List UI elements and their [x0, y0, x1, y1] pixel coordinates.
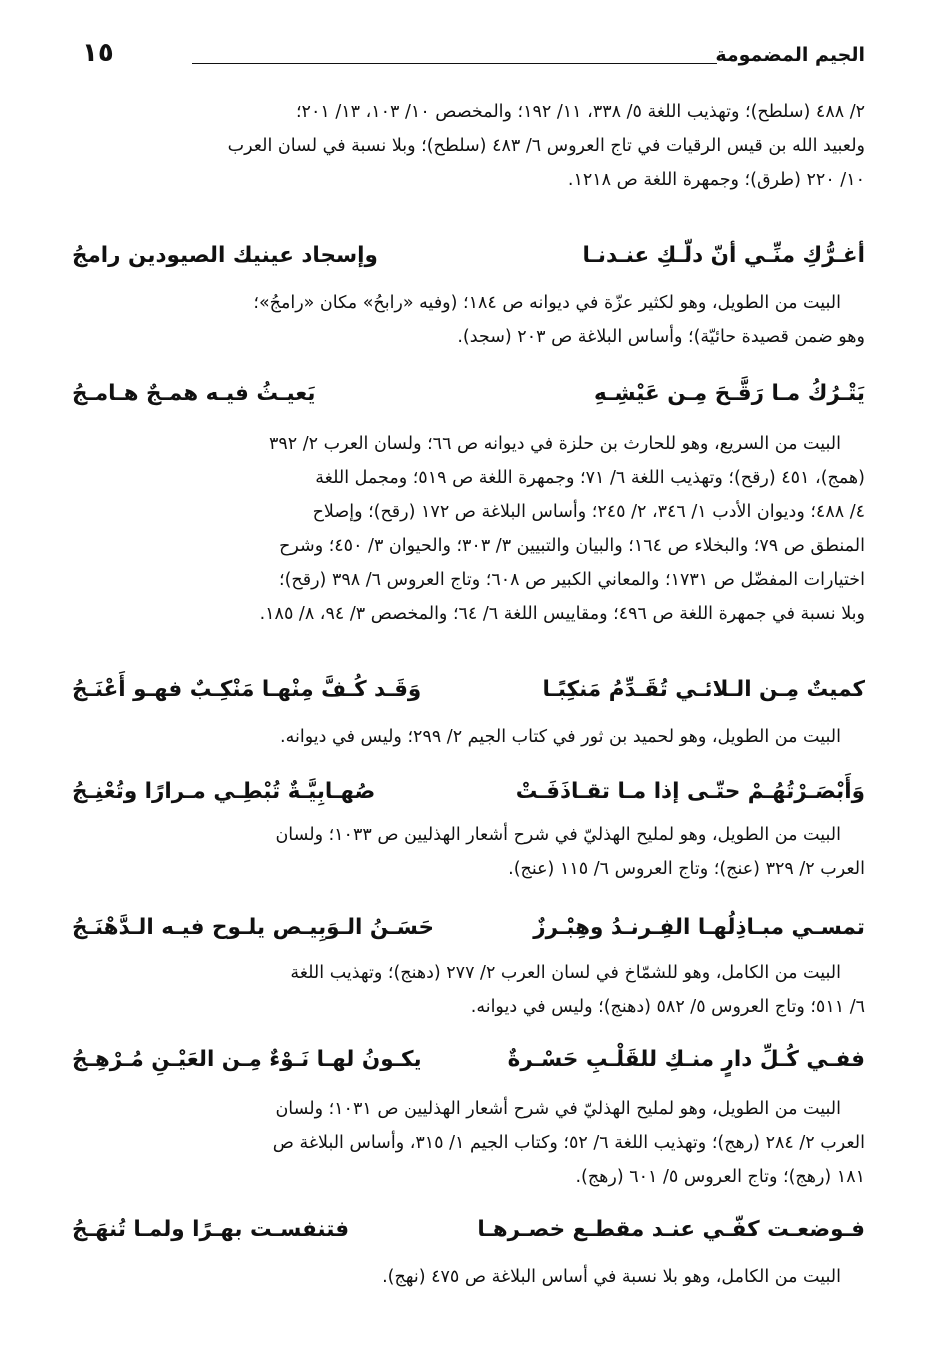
- note-line: العرب ٢/ ٢٨٤ (رهج)؛ وتهذيب اللغة ٦/ ٥٢؛ وكتاب الجيم ١/ ٣١٥، وأساس البلاغة ص: [272, 1133, 865, 1153]
- note-line: البيت من الكامل، وهو للشمّاخ في لسان العرب ٢/ ٢٧٧ (دهنج)؛ وتهذيب اللغة: [290, 963, 841, 983]
- note-line: البيت من الطويل، وهو لمليح الهذليّ في شرح أشعار الهذليين ص ١٠٣١؛ ولسان: [275, 1099, 841, 1119]
- verse-note: [72, 720, 865, 754]
- verse-note: [72, 427, 865, 631]
- verse-note: [72, 956, 865, 1024]
- intro-note: [72, 95, 865, 197]
- verse-line: [72, 1042, 865, 1078]
- note-line: البيت من السريع، وهو للحارث بن حلزة في ديوانه ص ٦٦؛ ولسان العرب ٢/ ٣٩٢: [268, 434, 841, 454]
- verse-line: [72, 672, 865, 708]
- verse-second-hemistich: وَقَـد كُـفَّ مِنْهـا مَنْكِـبٌ فهـو أَعْنَـجُ: [72, 677, 422, 702]
- verse-first-hemistich: ففـي كُـلِّ دارٍ منـكِ للقَلْـبِ حَسْـرةٌ: [507, 1047, 865, 1072]
- header-rule: [192, 63, 717, 64]
- note-line: ٤/ ٤٨٨؛ وديوان الأدب ١/ ٣٤٦، ٢/ ٢٤٥؛ وأساس البلاغة ص ١٧٢ (رقح)؛ وإصلاح: [312, 502, 865, 522]
- verse-note: [72, 1092, 865, 1194]
- verse-second-hemistich: يكـونُ لهـا نَـوْءٌ مِـن العَيْـنِ مُـرْهِـجُ: [72, 1047, 422, 1072]
- verse-second-hemistich: فتنفسـت بهـرًا ولمـا تُنهَـجُ: [72, 1217, 350, 1242]
- note-line: البيت من الطويل، وهو لحميد بن ثور في كتاب الجيم ٢/ ٢٩٩؛ وليس في ديوانه.: [280, 727, 841, 747]
- verse-first-hemistich: كميتٌ مِـن الـلائـي تُقَـدِّمُ مَنكِبًـا: [542, 677, 865, 702]
- note-line: البيت من الطويل، وهو لمليح الهذليّ في شرح أشعار الهذليين ص ١٠٣٣؛ ولسان: [275, 825, 841, 845]
- verse-note: [72, 1260, 865, 1294]
- verse-line: [72, 1212, 865, 1248]
- verse-note: [72, 286, 865, 354]
- note-line: وبلا نسبة في جمهرة اللغة ص ٤٩٦؛ ومقاييس اللغة ٦/ ٦٤؛ والمخصص ٣/ ٩٤، ٨/ ١٨٥.: [259, 604, 865, 624]
- note-line: المنطق ص ٧٩؛ والبخلاء ص ١٦٤؛ والبيان والتبيين ٣/ ٣٠٣؛ والحيوان ٣/ ٤٥٠؛ وشرح: [279, 536, 865, 556]
- note-line: ٢/ ٤٨٨ (سلطح)؛ وتهذيب اللغة ٥/ ٣٣٨، ١١/ ١٩٢؛ والمخصص ١٠/ ١٠٣، ١٣/ ٢٠١؛: [295, 102, 865, 122]
- verse-second-hemistich: يَعيـثُ فيـه همـجٌ هـامـجُ: [72, 381, 316, 406]
- verse-first-hemistich: فـوضعـت كفّـي عنـد مقطـع خصـرهـا: [477, 1217, 865, 1242]
- note-line: ١٨١ (رهج)؛ وتاج العروس ٥/ ٦٠١ (رهج).: [575, 1167, 865, 1187]
- note-line: (همج)، ٤٥١ (رقح)؛ وتهذيب اللغة ٦/ ٧١؛ وجمهرة اللغة ص ٥١٩؛ ومجمل اللغة: [315, 468, 865, 488]
- verse-first-hemistich: يَتْـرُكُ مـا رَقَّـحَ مِـن عَيْشِـهِ: [594, 381, 865, 406]
- running-header: [72, 36, 865, 76]
- running-title: الجيم المضمومة: [715, 44, 865, 66]
- verse-line: [72, 238, 865, 274]
- note-line: وهو ضمن قصيدة حائيّة)؛ وأساس البلاغة ص ٢٠٣ (سجد).: [457, 327, 865, 347]
- verse-note: [72, 818, 865, 886]
- note-line: اختيارات المفضّل ص ١٧٣١؛ والمعاني الكبير ص ٦٠٨؛ وتاج العروس ٦/ ٣٩٨ (رقح)؛: [279, 570, 865, 590]
- note-line: ١٠/ ٢٢٠ (طرق)؛ وجمهرة اللغة ص ١٢١٨.: [567, 170, 865, 190]
- verse-first-hemistich: وَأَبْصَـرْتُهُـمْ حتّـى إذا مـا تقـاذَفَـتْ: [515, 779, 865, 804]
- note-line: ولعبيد الله بن قيس الرقيات في تاج العروس ٦/ ٤٨٣ (سلطح)؛ وبلا نسبة في لسان العرب: [227, 136, 865, 156]
- note-line: ٦/ ٥١١؛ وتاج العروس ٥/ ٥٨٢ (دهنج)؛ وليس في ديوانه.: [470, 997, 865, 1017]
- verse-line: [72, 910, 865, 946]
- note-line: العرب ٢/ ٣٢٩ (عنج)؛ وتاج العروس ٦/ ١١٥ (عنج).: [508, 859, 865, 879]
- verse-first-hemistich: أغـرُّكِ منِّـي أنّ دلّـكِ عنـدنـا: [582, 243, 865, 268]
- verse-second-hemistich: صُهـابِيَّـةٌ تُبْطِـي مـرارًا وتُعْنِـجُ: [72, 779, 376, 804]
- note-line: البيت من الطويل، وهو لكثير عزّة في ديوانه ص ١٨٤؛ (وفيه «رابحُ» مكان «رامجُ»؛: [253, 293, 841, 313]
- note-line: البيت من الكامل، وهو بلا نسبة في أساس البلاغة ص ٤٧٥ (نهج).: [382, 1267, 841, 1287]
- verse-first-hemistich: تمسـي مبـاذِلُهـا الفِـرنـدُ وهِبْـرزٌ: [533, 915, 865, 940]
- verse-second-hemistich: حَسَـنُ الـوَبِيـص يلـوح فيـه الـدَّهْنَـجُ: [72, 915, 434, 940]
- page-number: ١٥: [82, 38, 114, 68]
- verse-second-hemistich: وإسجاد عينيك الصيودين رامجُ: [72, 243, 378, 268]
- verse-line: [72, 376, 865, 412]
- verse-line: [72, 774, 865, 810]
